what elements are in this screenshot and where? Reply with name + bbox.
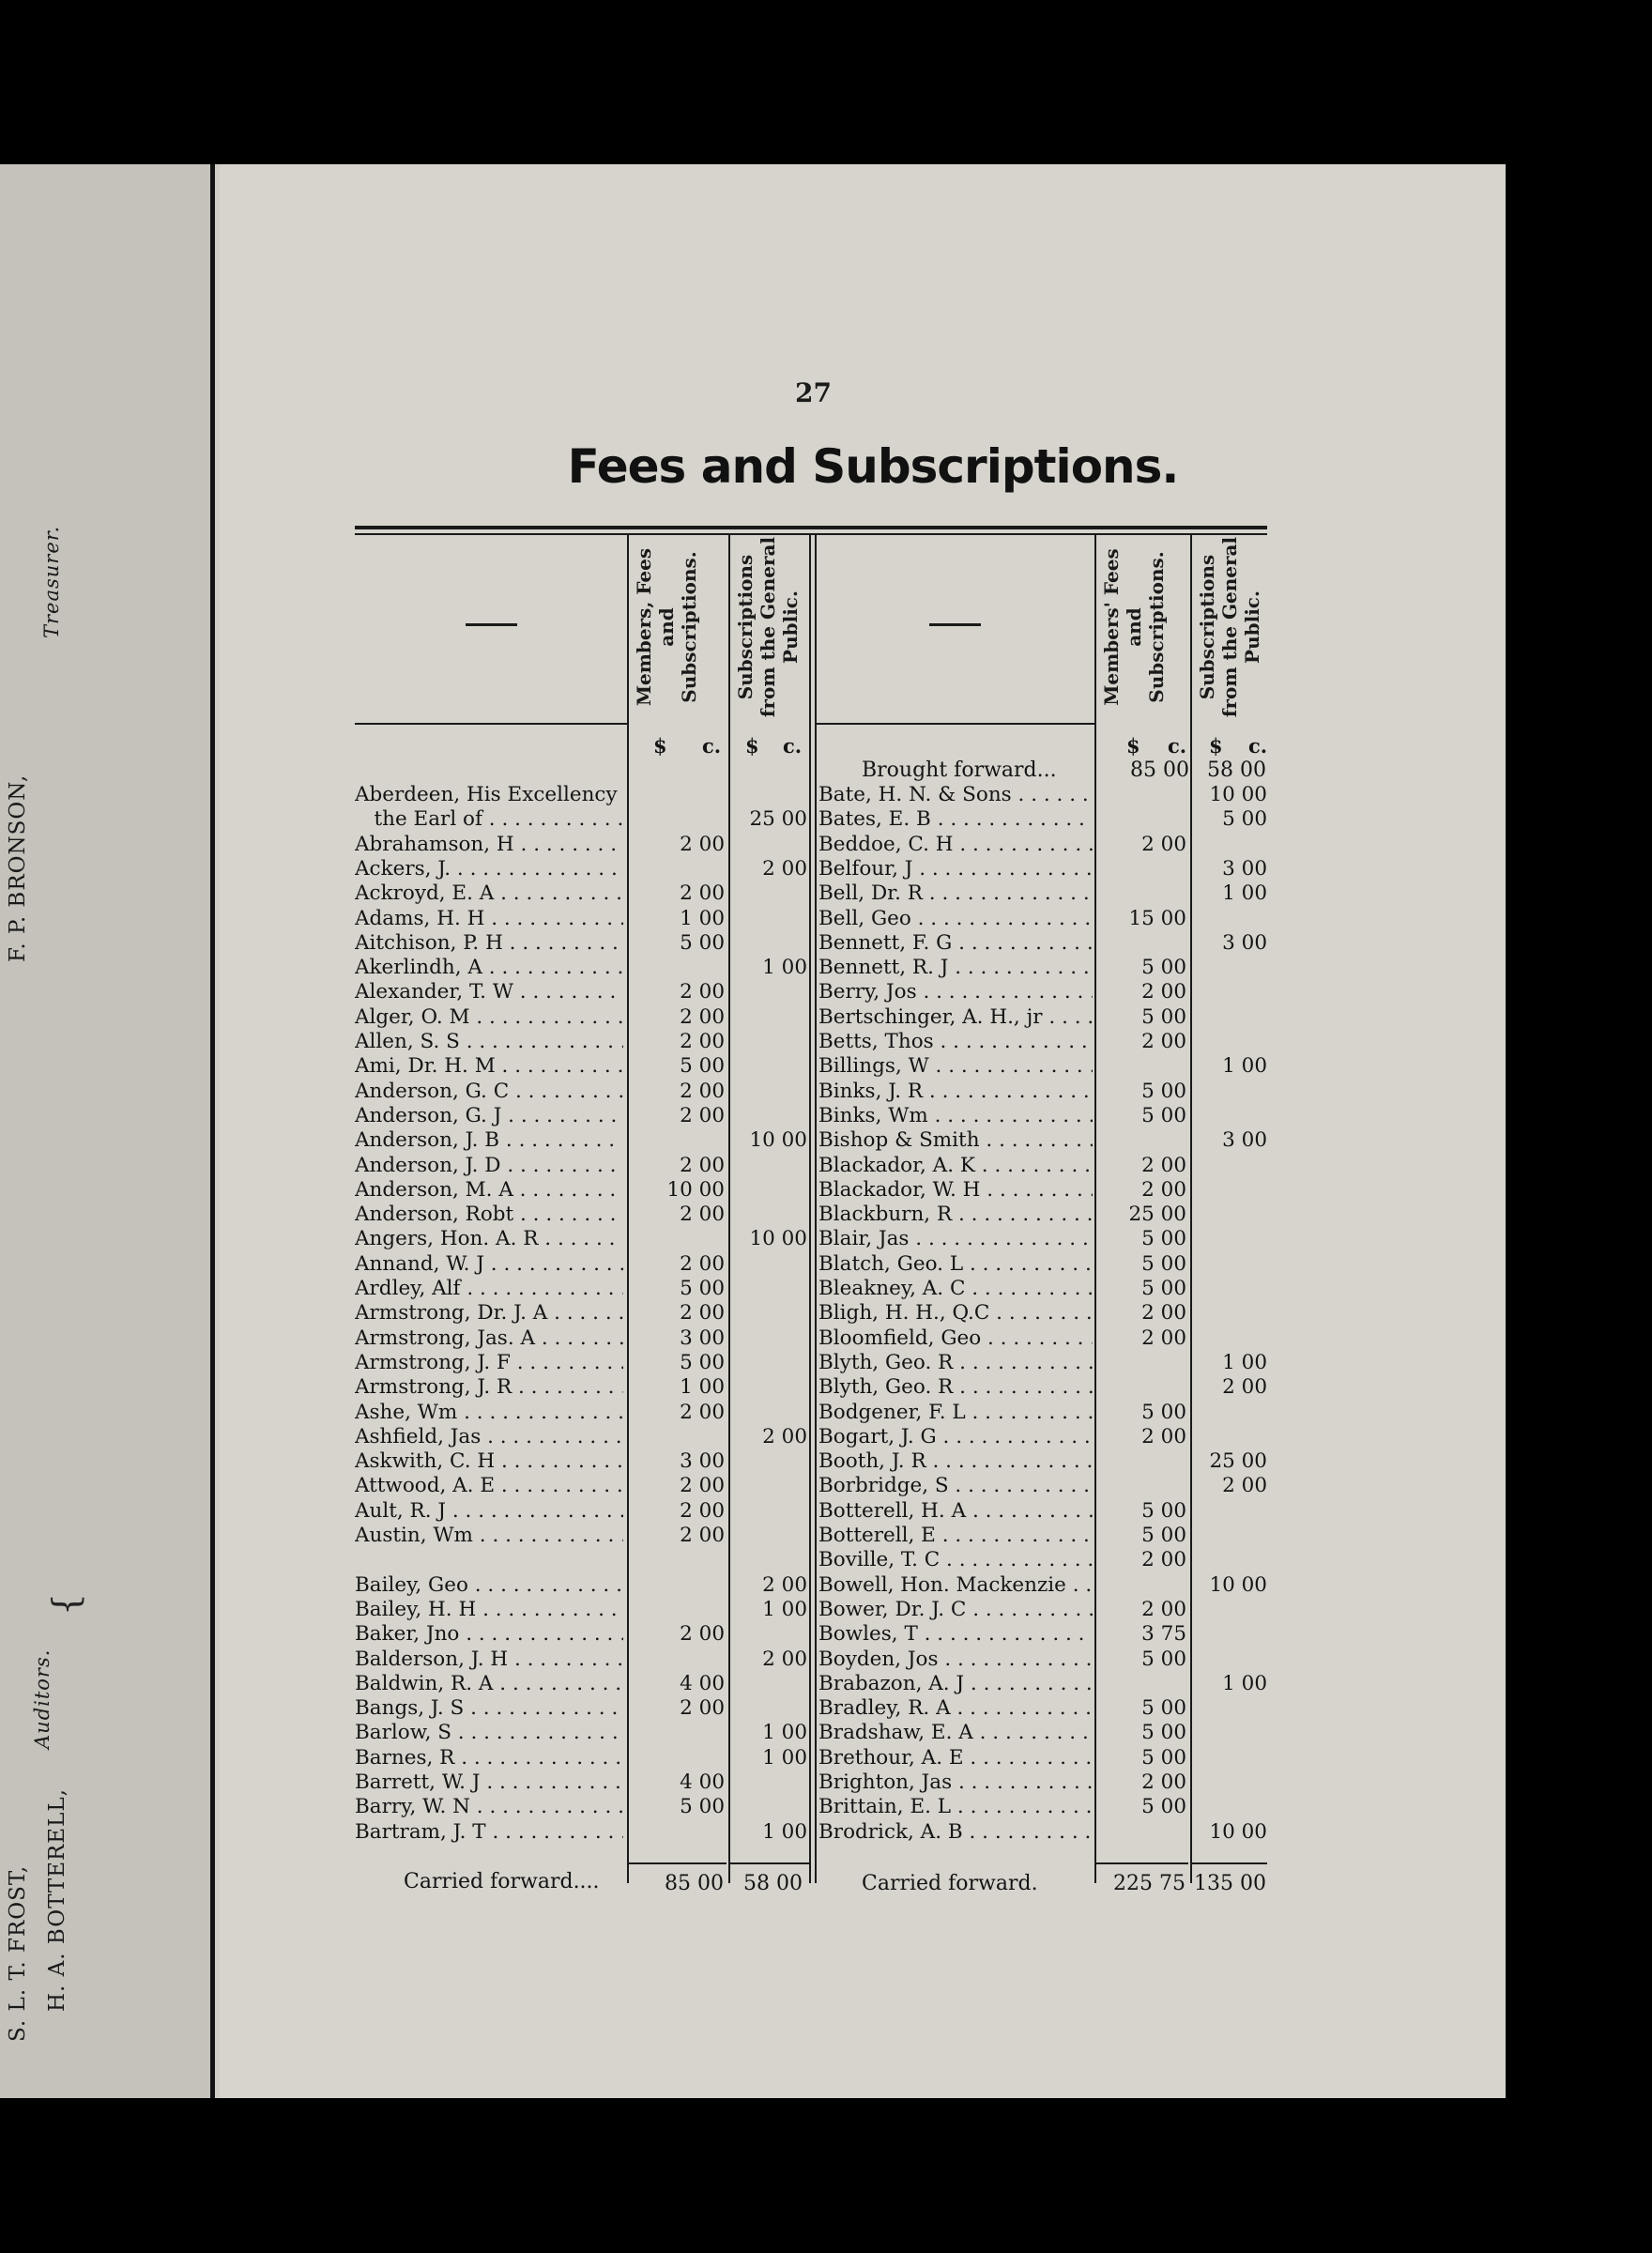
subscriber-name: Bloomfield, Geo . . . [818, 1326, 1093, 1351]
general-amount: 1 00 [1222, 1671, 1267, 1695]
right-ledger-row [355, 907, 1267, 931]
general-amount: 10 00 [1209, 783, 1267, 806]
members-amount: 2 00 [680, 832, 725, 856]
page-title: Fees and Subscriptions. [567, 439, 1179, 494]
members-amount: 5 00 [1141, 1647, 1186, 1671]
name-header-dash-right [929, 623, 981, 626]
right-ledger-row [355, 1104, 1267, 1128]
subscriber-name: Bennett, F. G . . . [818, 931, 1093, 956]
members-amount: 5 00 [1141, 1079, 1186, 1103]
right-ledger-row [355, 1770, 1267, 1795]
right-ledger-row [355, 1128, 1267, 1153]
general-amount: 2 00 [762, 856, 807, 881]
subscriber-name: Ardley, Alf . . . [355, 1277, 623, 1301]
right-ledger-row [355, 833, 1267, 857]
total-rule-left-m [629, 1862, 727, 1864]
subscriber-name: Annand, W. J . . . [355, 1252, 623, 1277]
subscriber-name: Blackburn, R . . . [818, 1203, 1093, 1227]
subscriber-name: Bailey, H. H . . . [355, 1598, 623, 1622]
general-amount: 3 00 [1222, 1128, 1267, 1153]
right-ledger-row [355, 1696, 1267, 1721]
members-amount: 3 00 [680, 1449, 725, 1474]
subscriber-name: Blatch, Geo. L . . . [818, 1252, 1093, 1277]
page-number: 27 [795, 377, 832, 408]
members-amount: 5 00 [1141, 1498, 1186, 1523]
general-amount: 3 00 [1222, 856, 1267, 881]
page-gutter [210, 164, 215, 2098]
general-amount: 10 00 [749, 1128, 807, 1153]
facing-page [0, 164, 214, 2098]
general-amount: 10 00 [1209, 1819, 1267, 1844]
brought-forward-label: Brought forward... [862, 759, 1057, 782]
subscriber-name: Ami, Dr. H. M . . . [355, 1054, 623, 1079]
subscriber-name: Anderson, J. B . . . [355, 1128, 623, 1153]
subscriber-name: Bailey, Geo . . . [355, 1573, 623, 1598]
members-amount: 2 00 [1141, 1030, 1186, 1053]
right-ledger-row [355, 1178, 1267, 1203]
general-amount: 1 00 [762, 1819, 807, 1844]
subscriber-name: Bowell, Hon. Mackenzie . . . [818, 1573, 1093, 1598]
subscriber-name: Alexander, T. W . . . [355, 980, 623, 1004]
general-amount: 5 00 [1222, 807, 1267, 832]
right-ledger-row [355, 1154, 1267, 1178]
subscriber-name: Baldwin, R. A . . . [355, 1672, 623, 1696]
subscriber-name: Armstrong, Jas. A . . . [355, 1326, 623, 1351]
subscriber-name: Bligh, H. H., Q.C . . . [818, 1301, 1093, 1326]
subscriber-name: Boville, T. C . . . [818, 1548, 1093, 1572]
subscriber-name: Bogart, J. G . . . [818, 1425, 1093, 1449]
members-amount: 5 00 [1141, 1696, 1186, 1721]
general-amount: 2 00 [1222, 1474, 1267, 1498]
name-header-dash [466, 623, 517, 626]
members-amount: 2 00 [1141, 1153, 1186, 1177]
members-amount: 2 00 [680, 1079, 725, 1103]
members-amount: 2 00 [680, 1498, 725, 1523]
general-amount: 2 00 [762, 1572, 807, 1597]
subscriber-name: Ackers, J. . . . [355, 857, 623, 881]
right-ledger-row [355, 1401, 1267, 1425]
subscriber-name: Abrahamson, H . . . [355, 833, 623, 857]
subscriber-name: Barnes, R . . . [355, 1746, 623, 1770]
members-amount: 5 00 [1141, 1721, 1186, 1745]
subscriptions-table [355, 526, 1267, 1906]
subscriber-name: Botterell, E . . . [818, 1524, 1093, 1548]
members-amount: 5 00 [680, 1795, 725, 1819]
subscriber-name: Barry, W. N . . . [355, 1795, 623, 1819]
right-ledger-row [355, 1672, 1267, 1696]
auditors-role: Auditors. [31, 1648, 54, 1749]
right-ledger-row [355, 1499, 1267, 1524]
subscriber-name: Bell, Dr. R . . . [818, 881, 1093, 906]
members-amount: 5 00 [1141, 1795, 1186, 1819]
subscriber-name: Binks, Wm . . . [818, 1104, 1093, 1128]
general-amount: 1 00 [762, 1597, 807, 1621]
carried-forward-right-general: 135 00 [1194, 1872, 1266, 1895]
carried-forward-right-members: 225 75 [1113, 1872, 1185, 1895]
cents-mark: c. [1248, 734, 1268, 758]
members-amount: 2 00 [1141, 1177, 1186, 1202]
subscriber-name: Brittain, E. L . . . [818, 1795, 1093, 1819]
members-amount: 2 00 [680, 1622, 725, 1647]
general-amount: 3 00 [1222, 930, 1267, 955]
header-members-left: Members, Fees and Subscriptions. [633, 547, 700, 707]
subscriber-name: Attwood, A. E . . . [355, 1474, 623, 1498]
members-amount: 5 00 [1141, 1227, 1186, 1251]
right-ledger-row [355, 980, 1267, 1004]
auditors-brace: { [45, 1592, 87, 1617]
subscriber-name: Bower, Dr. J. C . . . [818, 1598, 1093, 1622]
members-amount: 5 00 [1141, 956, 1186, 980]
cents-mark: c. [1168, 734, 1187, 758]
auditor-frost: S. L. T. FROST, [6, 1864, 30, 2042]
subscriber-name: Belfour, J . . . [818, 857, 1093, 881]
members-amount: 5 00 [1141, 1103, 1186, 1127]
members-amount: 2 00 [680, 1203, 725, 1227]
subscriber-name: Anderson, M. A . . . [355, 1178, 623, 1203]
members-amount: 2 00 [1141, 980, 1186, 1004]
members-amount: 2 00 [680, 1103, 725, 1127]
dollar-mark: $ [1209, 734, 1223, 758]
brought-forward-general: 58 00 [1207, 759, 1266, 782]
header-general-right: Subscriptions from the General Public. [1196, 536, 1263, 718]
subscriber-name: Brodrick, A. B . . . [818, 1820, 1093, 1845]
members-amount: 2 00 [680, 1004, 725, 1029]
subscriber-name: Booth, J. R . . . [818, 1449, 1093, 1474]
subscriber-name: Barrett, W. J . . . [355, 1770, 623, 1795]
members-amount: 2 00 [680, 1153, 725, 1177]
right-ledger-row [355, 1030, 1267, 1054]
subscriber-name: Ashe, Wm . . . [355, 1401, 623, 1425]
subscriber-name: Bishop & Smith . . . [818, 1128, 1093, 1153]
carried-forward-left-general: 58 00 [743, 1872, 803, 1895]
members-amount: 2 00 [680, 1030, 725, 1053]
subscriber-name: Betts, Thos . . . [818, 1030, 1093, 1054]
subscriber-name: Bowles, T . . . [818, 1622, 1093, 1647]
members-amount: 3 00 [680, 1326, 725, 1350]
right-ledger-row [355, 1203, 1267, 1227]
members-amount: 2 00 [680, 1524, 725, 1547]
subscriber-name: Bell, Geo . . . [818, 907, 1093, 931]
right-ledger-row [355, 881, 1267, 906]
subscriber-name: Ackroyd, E. A . . . [355, 881, 623, 906]
right-ledger-row [355, 1425, 1267, 1449]
subscriber-name: Bartram, J. T . . . [355, 1820, 623, 1845]
members-amount: 10 00 [666, 1177, 725, 1202]
members-amount: 2 00 [1141, 1770, 1186, 1794]
cents-mark: c. [702, 734, 722, 758]
right-ledger-row [355, 1351, 1267, 1375]
subscriber-name: Beddoe, C. H . . . [818, 833, 1093, 857]
right-ledger-row [355, 1573, 1267, 1598]
right-ledger-row [355, 1820, 1267, 1845]
subscriber-name: Bate, H. N. & Sons . . . [818, 783, 1093, 807]
general-amount: 2 00 [1222, 1375, 1267, 1400]
subscriber-name: Akerlindh, A . . . [355, 956, 623, 980]
subscriber-name: Blackador, W. H . . . [818, 1178, 1093, 1203]
right-ledger-row [355, 1080, 1267, 1104]
subscriber-name: the Earl of . . . [355, 807, 623, 832]
subscriber-name: Bradley, R. A . . . [818, 1696, 1093, 1721]
general-amount: 1 00 [762, 1745, 807, 1770]
general-amount: 1 00 [1222, 1350, 1267, 1374]
members-amount: 5 00 [1141, 1251, 1186, 1276]
members-amount: 5 00 [1141, 1524, 1186, 1547]
subscriber-name: Anderson, Robt . . . [355, 1203, 623, 1227]
header-rule-right [815, 723, 1096, 725]
subscriber-name: Anderson, G. J . . . [355, 1104, 623, 1128]
carried-forward-right-label: Carried forward. [862, 1872, 1038, 1895]
dollar-mark: $ [745, 734, 759, 758]
subscriber-name: Brethour, A. E . . . [818, 1746, 1093, 1770]
right-ledger-row [355, 1301, 1267, 1326]
general-amount: 1 00 [762, 956, 807, 980]
general-amount: 1 00 [1222, 881, 1267, 906]
subscriber-name: Armstrong, J. R . . . [355, 1375, 623, 1400]
members-amount: 2 00 [680, 881, 725, 906]
right-ledger-row [355, 931, 1267, 956]
members-amount: 5 00 [1141, 1400, 1186, 1424]
members-amount: 5 00 [680, 1350, 725, 1374]
subscriber-name: Ashfield, Jas . . . [355, 1425, 623, 1449]
dollar-mark: $ [1126, 734, 1140, 758]
subscriber-name: Bradshaw, E. A . . . [818, 1721, 1093, 1745]
header-general-left: Subscriptions from the General Public. [734, 536, 802, 718]
subscriber-name: Ault, R. J . . . [355, 1499, 623, 1524]
right-ledger-row [355, 1622, 1267, 1647]
right-ledger-row [355, 1598, 1267, 1622]
members-amount: 2 00 [1141, 1597, 1186, 1621]
subscriber-name: Anderson, G. C . . . [355, 1080, 623, 1104]
dollar-mark: $ [653, 734, 667, 758]
subscriber-name: Botterell, H. A . . . [818, 1499, 1093, 1524]
subscriber-name: Berry, Jos . . . [818, 980, 1093, 1004]
carried-forward-left-label: Carried forward.... [404, 1870, 600, 1893]
general-amount: 10 00 [749, 1227, 807, 1251]
subscriber-name: Allen, S. S . . . [355, 1030, 623, 1054]
members-amount: 25 00 [1128, 1203, 1186, 1227]
right-ledger-row [355, 1375, 1267, 1400]
subscriber-name: Bleakney, A. C . . . [818, 1277, 1093, 1301]
subscriber-name: Bertschinger, A. H., jr . . . [818, 1005, 1093, 1030]
members-amount: 5 00 [1141, 1277, 1186, 1300]
subscriber-name: Brighton, Jas . . . [818, 1770, 1093, 1795]
right-ledger-row [355, 857, 1267, 881]
auditor-botterell: H. A. BOTTERELL, [45, 1788, 69, 2012]
top-rule [355, 526, 1267, 529]
header-rule [355, 723, 629, 725]
members-amount: 1 00 [680, 906, 725, 930]
members-amount: 2 00 [680, 1301, 725, 1326]
subscriber-name: Billings, W . . . [818, 1054, 1093, 1079]
treasurer-role: Treasurer. [40, 525, 63, 638]
right-ledger-row [355, 1054, 1267, 1079]
subscriber-name: Blair, Jas . . . [818, 1227, 1093, 1251]
members-amount: 15 00 [1128, 906, 1186, 930]
right-ledger-row [355, 1227, 1267, 1251]
general-amount: 2 00 [762, 1424, 807, 1448]
right-ledger-row [355, 1648, 1267, 1672]
subscriber-name: Bates, E. B . . . [818, 807, 1093, 832]
right-ledger-row [355, 1548, 1267, 1572]
subscriber-name: Balderson, J. H . . . [355, 1648, 623, 1672]
right-ledger-row [355, 1277, 1267, 1301]
right-ledger-row [355, 1474, 1267, 1498]
members-amount: 2 00 [680, 980, 725, 1004]
members-amount: 5 00 [680, 930, 725, 955]
subscriber-name: Angers, Hon. A. R . . . [355, 1227, 623, 1251]
subscriber-name: Baker, Jno . . . [355, 1622, 623, 1647]
members-amount: 2 00 [1141, 832, 1186, 856]
subscriber-name: Blyth, Geo. R . . . [818, 1351, 1093, 1375]
right-ledger-row [355, 1524, 1267, 1548]
general-amount: 25 00 [1209, 1449, 1267, 1474]
right-ledger-row [355, 1721, 1267, 1745]
right-ledger-row [355, 1795, 1267, 1819]
right-ledger-row [355, 783, 1267, 807]
members-amount: 5 00 [680, 1277, 725, 1300]
subscriber-name: Askwith, C. H . . . [355, 1449, 623, 1474]
general-amount: 1 00 [1222, 1054, 1267, 1079]
subscriber-name: Alger, O. M . . . [355, 1005, 623, 1030]
subscriber-name: Bodgener, F. L . . . [818, 1401, 1093, 1425]
right-ledger-row [355, 807, 1267, 832]
subscriber-name: Barlow, S . . . [355, 1721, 623, 1745]
treasurer-name: F. P. BRONSON, [6, 774, 30, 962]
members-amount: 5 00 [680, 1054, 725, 1079]
subscriber-name: Bennett, R. J . . . [818, 956, 1093, 980]
members-amount: 2 00 [680, 1400, 725, 1424]
general-amount: 25 00 [749, 807, 807, 832]
subscriber-name: Armstrong, J. F . . . [355, 1351, 623, 1375]
subscriber-name: Anderson, J. D . . . [355, 1154, 623, 1178]
right-ledger-row [355, 1326, 1267, 1351]
subscriber-name: Aberdeen, His Excellency . . . [355, 783, 623, 807]
members-amount: 2 00 [680, 1251, 725, 1276]
members-amount: 4 00 [680, 1671, 725, 1695]
subscriber-name: Bangs, J. S . . . [355, 1696, 623, 1721]
members-amount: 2 00 [1141, 1424, 1186, 1448]
subscriber-name: Armstrong, Dr. J. A . . . [355, 1301, 623, 1326]
general-amount: 10 00 [1209, 1572, 1267, 1597]
total-rule-right-g [1192, 1862, 1267, 1864]
subscriber-name: Aitchison, P. H . . . [355, 931, 623, 956]
members-amount: 3 75 [1141, 1622, 1186, 1647]
subscriber-name: Binks, J. R . . . [818, 1080, 1093, 1104]
general-amount: 1 00 [762, 1721, 807, 1745]
right-ledger-row [355, 1005, 1267, 1030]
members-amount: 2 00 [1141, 1326, 1186, 1350]
total-rule-left-g [730, 1862, 809, 1864]
right-ledger-row [355, 1252, 1267, 1277]
right-ledger-row [355, 956, 1267, 980]
subscriber-name: Blackador, A. K . . . [818, 1154, 1093, 1178]
subscriber-name: Austin, Wm . . . [355, 1524, 623, 1548]
members-amount: 1 00 [680, 1375, 725, 1400]
total-rule-right-m [1096, 1862, 1188, 1864]
right-ledger-row [355, 1449, 1267, 1474]
subscriber-name: Borbridge, S . . . [818, 1474, 1093, 1498]
members-amount: 2 00 [1141, 1301, 1186, 1326]
header-members-right: Members' Fees and Subscriptions. [1100, 548, 1168, 706]
subscriber-name: Brabazon, A. J . . . [818, 1672, 1093, 1696]
cents-mark: c. [783, 734, 803, 758]
members-amount: 4 00 [680, 1770, 725, 1794]
carried-forward-left-members: 85 00 [665, 1872, 724, 1895]
members-amount: 2 00 [680, 1696, 725, 1721]
brought-forward-members: 85 00 [1130, 759, 1189, 782]
subscriber-name: Blyth, Geo. R . . . [818, 1375, 1093, 1400]
members-amount: 5 00 [1141, 1004, 1186, 1029]
subscriber-name: Boyden, Jos . . . [818, 1648, 1093, 1672]
members-amount: 5 00 [1141, 1745, 1186, 1770]
right-ledger-row [355, 1746, 1267, 1770]
general-amount: 2 00 [762, 1647, 807, 1671]
members-amount: 2 00 [1141, 1548, 1186, 1572]
members-amount: 2 00 [680, 1474, 725, 1498]
subscriber-name: Adams, H. H . . . [355, 907, 623, 931]
